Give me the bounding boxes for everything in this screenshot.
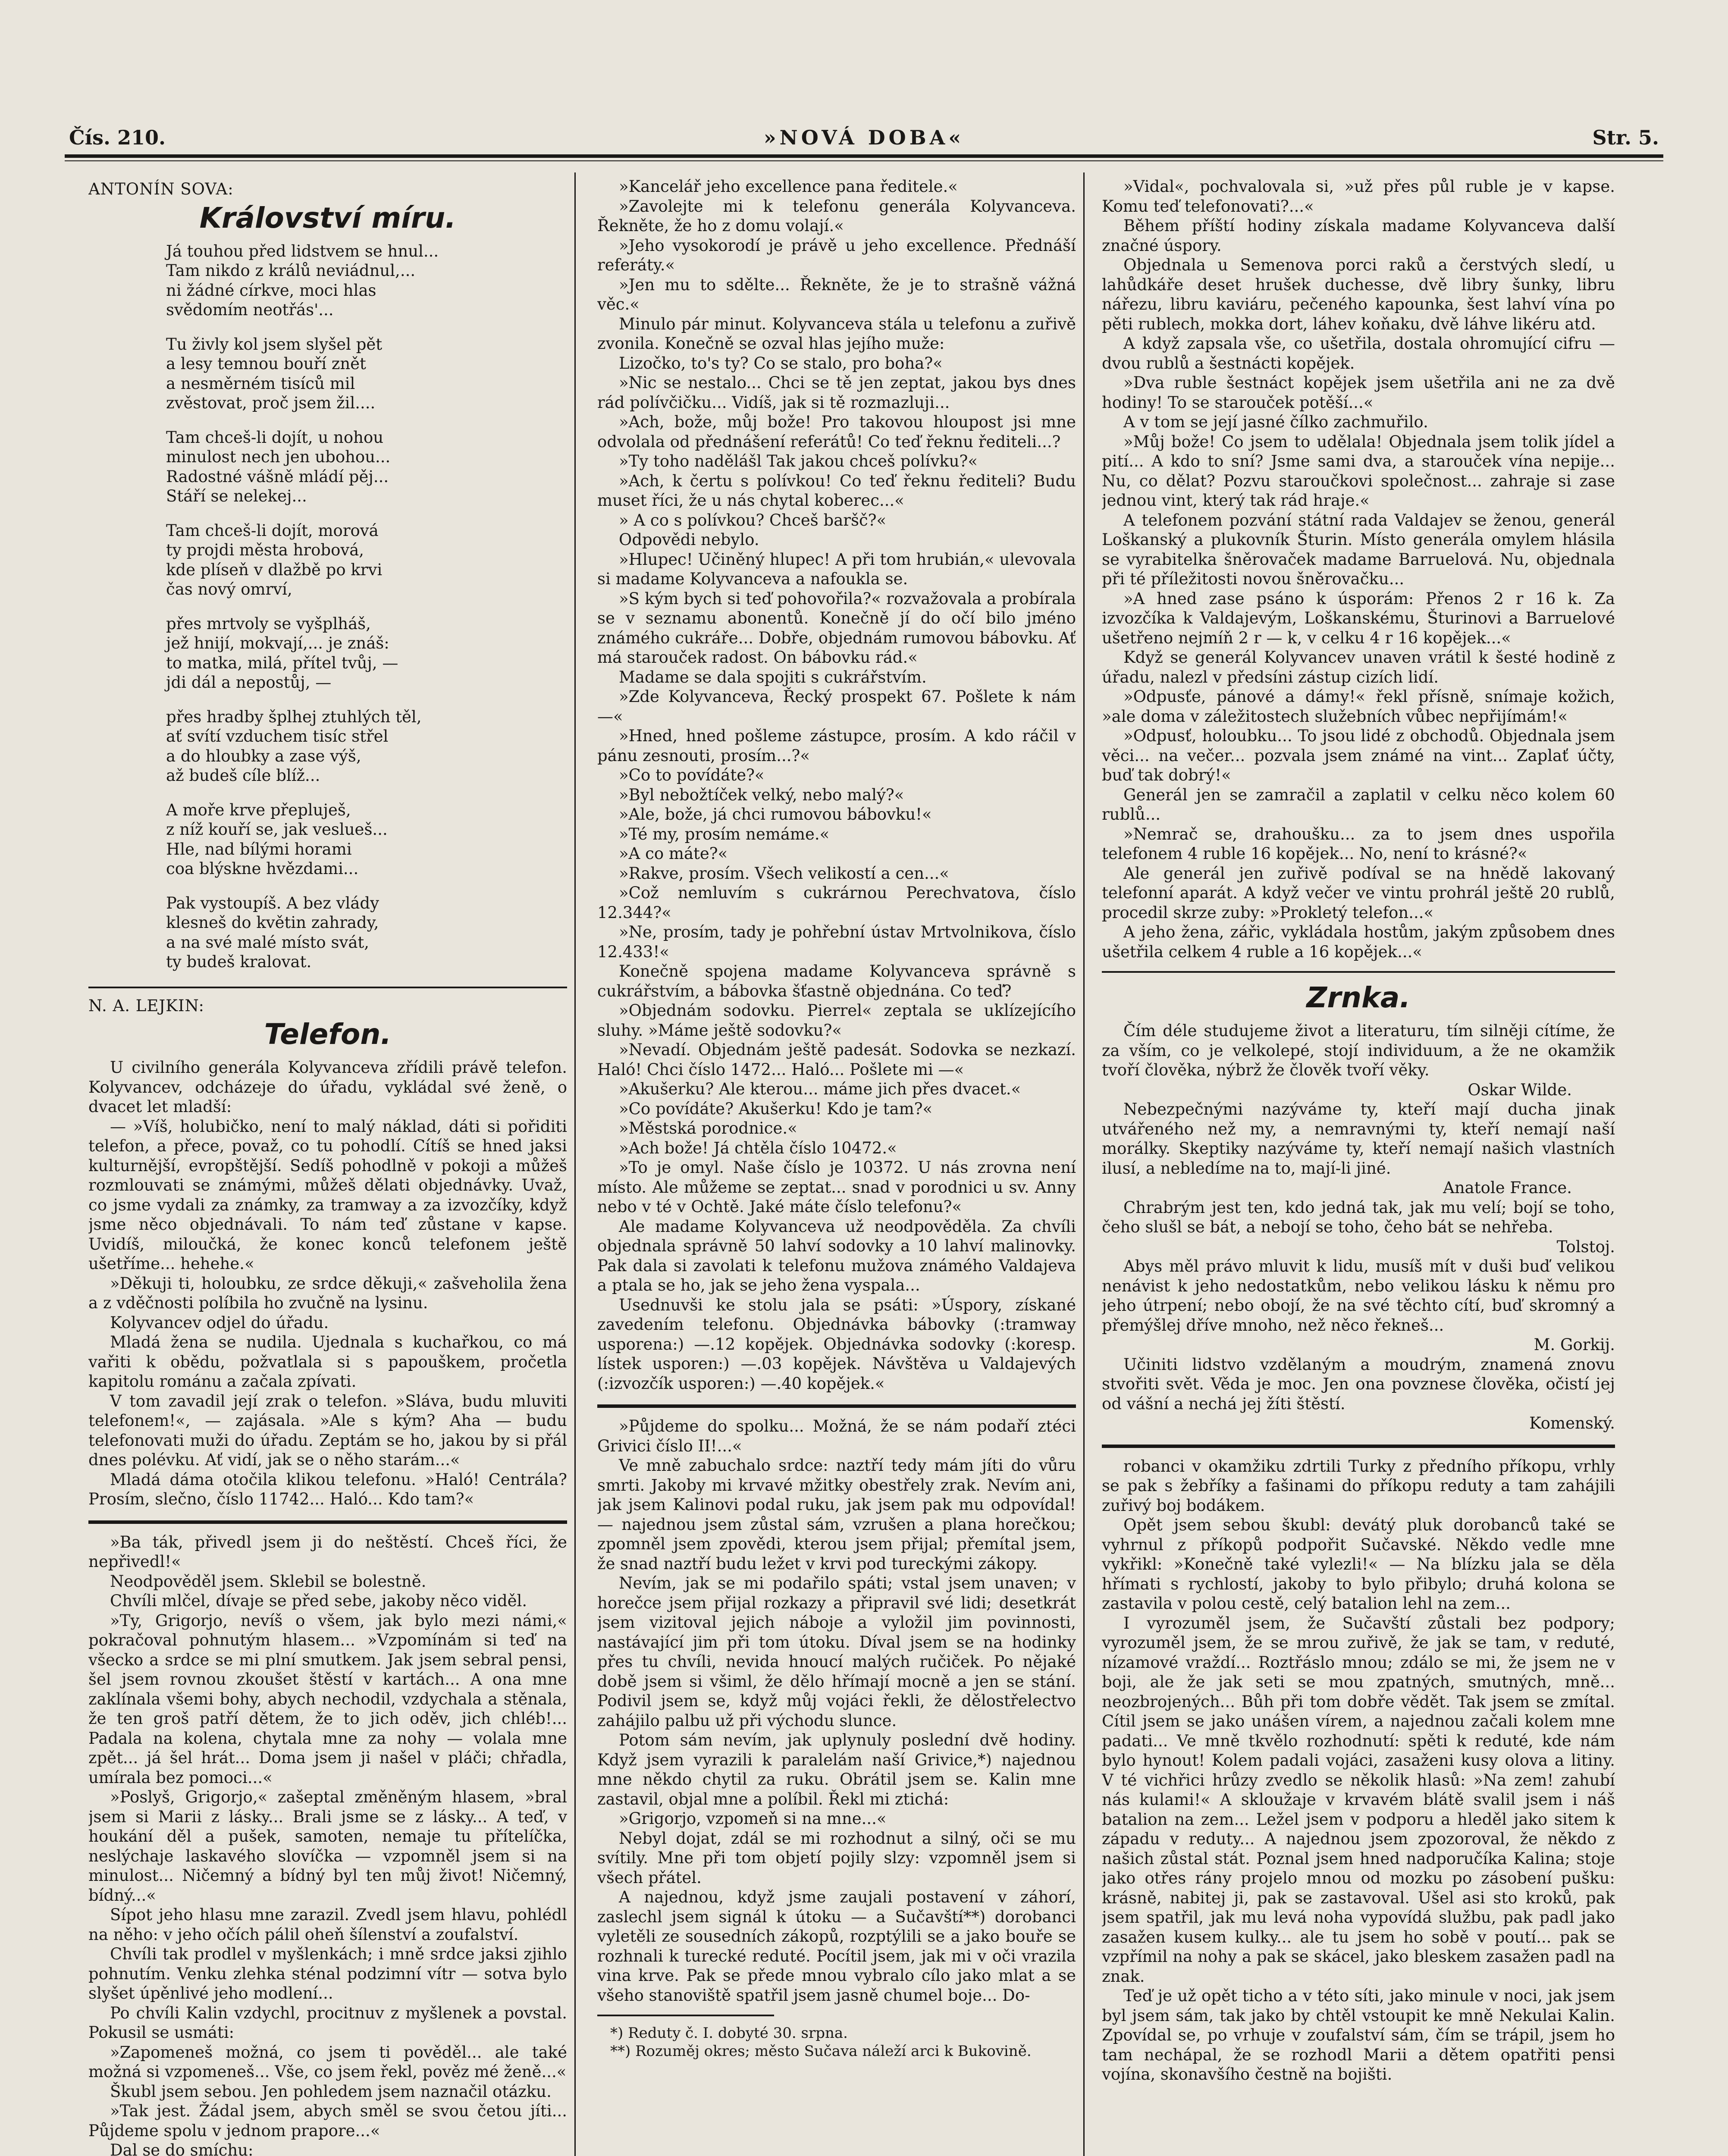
- paragraph: »Co to povídáte?«: [619, 766, 765, 784]
- footnote-rule: [597, 2015, 774, 2016]
- paragraph: Chvíli tak prodlel v myšlenkách; i mně srdce jaksi zjihlo pohnutím. Venku zlehka sténal podzimní vítr — sotva bylo slyšet úpěnlivé jeho modlení...: [88, 1945, 567, 2002]
- section-rule: [1102, 1445, 1615, 1448]
- poem-line: ať svítí vzduchem tisíc střel: [166, 727, 389, 746]
- paragraph: »Dva ruble šestnáct kopějek jsem ušetřila ani ne za dvě hodiny! To se starouček potěší...«: [1102, 373, 1615, 412]
- paragraph: »Ach bože! Já chtěla číslo 10472.«: [619, 1138, 897, 1157]
- poem-line: jdi dál a nepostůj, —: [166, 673, 332, 692]
- poem-line: přes mrtvoly se vyšplháš,: [166, 614, 371, 633]
- poem-line: ty budeš kralovat.: [166, 953, 312, 971]
- poem-line: A moře krve přepluješ,: [166, 800, 351, 819]
- paragraph: »Ach, bože, můj bože! Pro takovou hloupost jsi mne odvolala od přednášení referátů! Co teď řeknu řediteli...?: [597, 413, 1076, 451]
- quote-author: Tolstoj.: [1556, 1237, 1615, 1256]
- paragraph: Ale generál jen zuřivě podíval se na hnědě lakovaný telefonní aparát. A když večer ve vintu prohrál ještě 20 rublů, procedil skrze zuby: »Prokletý telefon...«: [1102, 864, 1615, 922]
- masthead: »NOVÁ DOBA«: [763, 126, 965, 149]
- poem-body: [166, 241, 567, 972]
- paragraph: Ve mně zabuchalo srdce: naztří tedy mám jíti do vůru smrti. Jakoby mi krvavé mžitky obestřely zrak. Nevím ani, jak jsem Kalinovi podal ruku, jak jsem pak mu odpovídal! — najednou jsem zůstal sám, vzrušen a plana horečkou; zpomněl jsem zpovědi, kterou jsem přijal; přemítal jsem, že snad naztří budu ležet v krvi pod tureckými zákopy.: [597, 1456, 1076, 1573]
- paragraph: »Grigorjo, vzpomeň si na mne...«: [619, 1809, 887, 1828]
- column-divider: [574, 172, 576, 2156]
- paragraph: »Můj bože! Co jsem to udělala! Objednala jsem tolik jídel a pití... A kdo to sní? Jsme sami dva, a starouček vína nepije... Nu, co dělat? Pozvu staroučkovi společnost... zahraje si zase jednou vint, který tak rád hraje.«: [1102, 432, 1615, 510]
- telefon-article: [88, 996, 567, 1509]
- paragraph: A telefonem pozvání státní rada Valdajev se ženou, generál Loškanský a plukovník Šturin. Místo generála omylem hlásila se vyrabitelka šněrovaček madame Barruelová. Nu, objednala při té příležitosti novou šněrovačku...: [1102, 511, 1615, 588]
- column-1: [88, 177, 567, 2156]
- poem-line: až budeš cíle blíž...: [166, 766, 320, 785]
- paragraph: »To je omyl. Naše číslo je 10372. U nás zrovna není místo. Ale můžeme se zeptat... snad v porodnici u sv. Anny nebo v té v Ochtě. Jaké máte číslo telefonu?«: [597, 1158, 1076, 1216]
- paragraph: Dal se do smíchu:: [110, 2141, 254, 2156]
- poem-line: přes hradby šplhej ztuhlých těl,: [166, 707, 422, 726]
- header-rule-thin: [65, 160, 1663, 161]
- paragraph: Konečně spojena madame Kolyvanceva správně s cukrářstvím, a bábovka šťastně objednána. Co teď?: [597, 962, 1076, 1000]
- quote-text: Nebezpečnými nazýváme ty, kteří mají ducha jinak utvářeného než my, a nemravnými ty, kteří nemají naší morálky. Skeptiky nazýváme ty, kteří nemají našich vlastních ilusí, a nebledíme na to, mají-li jiné.: [1102, 1100, 1615, 1178]
- paragraph: V tom zavadil její zrak o telefon. »Sláva, budu mluviti telefonem!«, — zajásala. »Ale s kým? Aha — budu telefonovati muži do úřadu. Zeptám se ho, jakou by si přál dnes polévku. Ať vidí, jak se o něho starám...«: [88, 1391, 567, 1469]
- poem-line: jež hnijí, mokvají,... je znáš:: [166, 634, 389, 652]
- poem-line: Tam chceš-li dojít, u nohou: [166, 428, 384, 447]
- paragraph: »Vidal«, pochvalovala si, »už přes půl ruble je v kapse. Komu teď telefonovati?...«: [1102, 177, 1615, 216]
- paragraph: Usednuvši ke stolu jala se psáti: »Úspory, získané zavedením telefonu. Objednávka bábovky (:tramway usporena:) —.12 kopějek. Objednávka sodovky (:koresp. lístek usporen:) —.03 kopějek. Návštěva u Valdajevých (:izvozčík usporen:) —.40 kopějek.«: [597, 1295, 1076, 1393]
- quote-text: Abys měl právo mluvit k lidu, musíš mít v duši buď velikou nenávist k jeho nedostatkům, nebo velikou lásku k němu pro jeho útrpení; nebo obojí, že na své těchto cítí, buď skromný a přemýšlej dříve mnoho, než něco řekneš...: [1102, 1257, 1615, 1335]
- paragraph: »Ne, prosím, tady je pohřební ústav Mrtvolnikova, číslo 12.433!«: [597, 923, 1076, 961]
- telefon-article-end: [1102, 177, 1615, 962]
- quote-author: Komenský.: [1529, 1414, 1615, 1432]
- paragraph: Kolyvancev odjel do úřadu.: [110, 1313, 329, 1332]
- poem-line: Já touhou před lidstvem se hnul...: [166, 241, 439, 260]
- paragraph: »Byl nebožtíček velký, nebo malý?«: [619, 785, 904, 804]
- paragraph: — »Víš, holubičko, není to malý náklad, dáti si pořiditi telefon, a přece, považ, co tu pohodlí. Cítíš se hned jaksi kulturnější, evropštější. Sedíš pohodlně v pokoji a můžeš rozmlouvati se známými, můžeš dělati objednávky. Uvaž, co jsme vydali za známky, za tramway a za izvozčíky, když jsme něco objednávali. To nám teď zůstane v kapse. Uvidíš, miloučká, že konec konců telefonem ještě ušetříme... hehehe.«: [88, 1117, 567, 1273]
- paragraph: U civilního generála Kolyvanceva zřídili právě telefon. Kolyvancev, odcházeje do úřadu, vykládal své ženě, o dvacet let mladší:: [88, 1058, 567, 1116]
- paragraph: Minulo pár minut. Kolyvanceva stála u telefonu a zuřivě zvonila. Konečně se ozval hlas jejího muže:: [597, 314, 1076, 353]
- paragraph: »S kým bych si teď pohovořila?« rozvažovala a probírala se v seznamu abonentů. Konečně jí do očí bilo jméno známého cukráře... Dobře, objednám rumovou bábovku. Ať má starouček radost. On bábovku rád.«: [597, 589, 1076, 667]
- paragraph: »A co máte?«: [619, 844, 728, 863]
- poem-line: Tam chceš-li dojít, morová: [166, 521, 379, 540]
- paragraph: A v tom se její jasné čílko zachmuřilo.: [1123, 413, 1428, 431]
- paragraph: Opět jsem sebou škubl: devátý pluk dorobanců také se vyhrnul z příkopů podpořit Sučavské. Někdo vedle mne vykřikl: »Konečně také vylezli!« — Na blízku jala se děla hřímati s rychlostí, jakoby to bylo přibylo; druhá kolona se zastavila v polou cestě, celý batalion lehl na zem...: [1102, 1516, 1615, 1613]
- paragraph: Sípot jeho hlasu mne zarazil. Zvedl jsem hlavu, pohlédl na něho: v jeho očích pálil oheň šílenství a zoufalství.: [88, 1905, 567, 1944]
- header-rule: [65, 154, 1663, 158]
- section-rule: [88, 987, 567, 988]
- poem-line: zvěstovat, proč jsem žil....: [166, 394, 376, 412]
- paragraph: Odpovědi nebylo.: [619, 530, 759, 549]
- paragraph: »Tak jest. Žádal jsem, abych směl se svou četou jíti... Půjdeme spolu v jednom prapore...«: [88, 2102, 567, 2140]
- paragraph: »Zapomeneš možná, co jsem ti pověděl... ale také možná si vzpomeneš... Vše, co jsem řekl, pověz mé ženě...«: [88, 2043, 567, 2081]
- poem-article: [88, 179, 567, 972]
- poem-stanza: [166, 800, 567, 879]
- paragraph: »Ty, Grigorjo, nevíš o všem, jak bylo mezi námi,« pokračoval pohnutým hlasem... »Vzpomínám si teď na všecko a srdce se mi plní smutkem. Jak jsem sebral pensi, šel jsem rovnou zkoušet štěstí v kartách... A ona mne zaklínala všemi bohy, abych nechodil, vzdychala a stěnala, že ten groš patří dětem, že to jich oděv, jich chléb!... Padala na kolena, chytala mne za nohy — volala mne zpět... já šel hrát... Doma jsem ji našel v pláči; chřadla, umírala bez pomoci...«: [88, 1611, 567, 1787]
- paragraph: »Půjdeme do spolku... Možná, že se nám podaří ztéci Grivici číslo II!...«: [597, 1417, 1076, 1455]
- story-title: Telefon.: [264, 1018, 392, 1051]
- paragraph: A najednou, když jsme zaujali postavení v záhorí, zaslechl jsem signál k útoku — a Sučavští**) dorobanci vyletěli ze sousedních zákopů, rozptýlili se a jako bouře se rozhnali k turecké reduté. Pocítil jsem, jak mi v oči vrazila vina krve. Pak se přede mnou vybralo cílo jako mlat a se všeho stanoviště spatřil jsem jasně chumel boje... Do-: [597, 1888, 1076, 2005]
- section-rule: [597, 1404, 1076, 1408]
- paragraph: Ale madame Kolyvanceva už neodpověděla. Za chvíli objednala správně 50 lahví sodovky a 10 lahví malinovky. Pak dala si zavolati k telefonu mužova známého Valdajeva a ptala se ho, jak se jeho žena vyspala...: [597, 1217, 1076, 1294]
- paragraph: Objednala u Semenova porci raků a čerstvých sledí, u lahůdkáře deset hrušek duchesse, dvě libry šunky, libru nářezu, libru kaviáru, pečeného kapounka, šest lahví vína po pěti rublech, mokka dort, láhev koňaku, dvě láhve likéru atd.: [1102, 256, 1615, 333]
- paragraph: »Poslyš, Grigorjo,« zašeptal změněným hlasem, »bral jsem si Marii z lásky... Brali jsme se z lásky... A teď, v houkání děl a pušek, samoten, nemaje tu přítelíčka, neslýchaje laskavého slovíčka — vzpomněl jsem si na minulost... Ničemný a bídný byl ten můj život! Ničemný, bídný...«: [88, 1788, 567, 1905]
- poem-line: Tu živly kol jsem slyšel pět: [166, 335, 383, 354]
- paragraph: Po chvíli Kalin vzdychl, procitnuv z myšlenek a povstal. Pokusil se usmáti:: [88, 2003, 567, 2042]
- paragraph: Nebyl dojat, zdál se mi rozhodnut a silný, oči se mu svítily. Mne při tom objetí pojily slzy: vzpomněl jsem si všech přátel.: [597, 1829, 1076, 1887]
- quote-text: Čím déle studujeme život a literaturu, tím silněji cítíme, že za vším, co je velkolepé, stojí individuum, a že ne okamžik tvoří člověka, nýbrž že člověk tvoří věky.: [1102, 1022, 1615, 1079]
- poem-stanza: [166, 521, 567, 599]
- poem-author: ANTONÍN SOVA:: [88, 180, 234, 198]
- poem-stanza: [166, 335, 567, 413]
- paragraph: Když se generál Kolyvancev unaven vrátil k šesté hodině z úřadu, nalezl v předsíni zástup cizích lidí.: [1102, 648, 1615, 686]
- poem-line: Hle, nad bílými horami: [166, 840, 352, 859]
- poem-line: a na své malé místo svát,: [166, 933, 370, 952]
- poem-stanza: [166, 614, 567, 693]
- section-rule: [1102, 971, 1615, 973]
- paragraph: »Odpusť, holoubku... To jsou lidé z obchodů. Objednala jsem věci... na večer... pozvala jsem známé na vint... Zaplať účty, buď tak dobrý!«: [1102, 727, 1615, 784]
- paragraph: Škubl jsem sebou. Jen pohledem jsem naznačil otázku.: [110, 2082, 552, 2101]
- paragraph: »Rakve, prosím. Všech velikostí a cen...«: [619, 864, 949, 883]
- paragraph: »Nic se nestalo... Chci se tě jen zeptat, jakou bys dnes rád polívčičku... Vidíš, jak si tě rozmazluji...: [597, 373, 1076, 412]
- column-2: [597, 177, 1076, 2156]
- paragraph: »Co povídáte? Akušerku! Kdo je tam?«: [619, 1099, 933, 1118]
- paragraph: »Kancelář jeho excellence pana ředitele.«: [619, 177, 958, 196]
- paragraph: »Což nemluvím s cukrárnou Perechvatova, číslo 12.344?«: [597, 884, 1076, 922]
- paragraph: »Ty toho nadělášl Tak jakou chceš polívku?«: [619, 452, 978, 470]
- paragraph: » A co s polívkou? Chceš baršč?«: [619, 511, 887, 530]
- footnote: *) Reduty č. I. dobyté 30. srpna.: [610, 2024, 848, 2042]
- poem-line: a do hloubky a zase výš,: [166, 746, 361, 765]
- paragraph: A jeho žena, zářic, vykládala hostům, jakým způsobem dnes ušetřila celkem 4 ruble a 16 kopějek...«: [1102, 923, 1615, 961]
- poem-title: Království míru.: [199, 201, 456, 235]
- zrnka-section: [1102, 981, 1615, 1433]
- telefon-article-continued: [597, 177, 1076, 1393]
- paragraph: »Ale, bože, já chci rumovou bábovku!«: [619, 805, 932, 824]
- paragraph: Během příští hodiny získala madame Kolyvanceva další značné úspory.: [1102, 216, 1615, 255]
- poem-stanza: [166, 241, 567, 320]
- paragraph: Chvíli mlčel, dívaje se před sebe, jakoby něco viděl.: [110, 1592, 527, 1610]
- paragraph: »Hlupec! Učiněný hlupec! A při tom hrubián,« ulevovala si madame Kolyvanceva a nafoukla se.: [597, 550, 1076, 588]
- paragraph: »Jeho vysokorodí je právě u jeho excellence. Přednáší referáty.«: [597, 236, 1076, 274]
- paragraph: »Městská porodnice.«: [619, 1119, 797, 1138]
- paragraph: Mladá žena se nudila. Ujednala s kuchařkou, co má vařiti k obědu, požvatlala si s papouškem, pročetla kapitolu románu a začala zpívati.: [88, 1333, 567, 1391]
- poem-line: a nesměrném tisíců mil: [166, 374, 355, 393]
- quote-author: Anatole France.: [1443, 1178, 1572, 1197]
- poem-line: čas nový omrví,: [166, 580, 292, 599]
- quote-author: M. Gorkij.: [1534, 1335, 1615, 1354]
- poem-stanza: [166, 893, 567, 972]
- story-author: N. A. LEJKIN:: [88, 996, 204, 1015]
- paragraph: »Objednám sodovku. Pierrel« zeptala se uklízejícího sluhy. »Máme ještě sodovku?«: [597, 1001, 1076, 1040]
- paragraph: »Jen mu to sdělte... Řekněte, že je to strašně vážná věc.«: [597, 275, 1076, 313]
- zrnka-title: Zrnka.: [1306, 981, 1411, 1014]
- paragraph: »Akušerku? Ale kterou... máme jich přes dvacet.«: [619, 1080, 1021, 1098]
- poem-line: z níž kouří se, jak veslueš...: [166, 820, 388, 839]
- column-3: [1102, 177, 1615, 2156]
- issue-number: Čís. 210.: [69, 126, 166, 149]
- poem-line: Radostné vášně mládí pěj...: [166, 467, 389, 486]
- paragraph: A když zapsala vše, co ušetřila, dostala ohromující cifru — dvou rublů a šestnácti kopějek.: [1102, 334, 1615, 373]
- paragraph: Neodpověděl jsem. Sklebil se bolestně.: [110, 1572, 427, 1591]
- column-divider: [1083, 172, 1085, 2156]
- war-story-continued: [88, 1532, 567, 2156]
- poem-line: ni žádné církve, moci hlas: [166, 281, 376, 300]
- poem-stanza: [166, 428, 567, 506]
- footnote: **) Rozuměj okres; město Sučava náleží arci k Bukovině.: [610, 2043, 1032, 2060]
- poem-line: kde plíseň v dlažbě po krvi: [166, 560, 383, 579]
- poem-line: coa blýskne hvězdami...: [166, 859, 359, 878]
- paragraph: I vyrozuměl jsem, že Sučavští zůstali bez podpory; vyrozuměl jsem, že se mrou zuřivě, že jak se tam, v reduté, nízamové vraždí... Roztřáslo mnou; zdálo se mi, že jsem ne v boji, ale že jak seti se mou zpatných, smutných, mně... neozbrojených... Bůh při tom dobře vědět. Tak jsem se zmítal. Cítil jsem se jako unášen vírem, a najednou začali kolem mne padati... Ve mně tkvělo rozhodnutí: spěti k reduté, kde nám bylo hynout! Kolem padali vojáci, zasaženi kusy olova a litiny. V té vichřici hrůzy zvedlo se několik hlasů: »Na zem! zahubí nás kulami!« A skloužaje v krvavém blátě svalil jsem i náš batalion na zem... Ležel jsem v podporu a hleděl jako sitem k západu v reduty... A najednou jsem zpozoroval, že někdo z našich zůstal stát. Poznal jsem hned nadporučíka Kalina; stoje jako otřes rány projelo mnou od mozku po zásobení pušku: krásně, nabitej ji, pak se zastavoval. Ušel asi sto kroků, pak jsem spatřil, jak mu levá noha vypovídá službu, pak padl jako zasažen kusem kulky... ale tu jsem ho sobě v poutí... pak se vzpřímil na nohy a pak se skácel, jako bleskem zasažen padl na znak.: [1102, 1614, 1615, 1986]
- war-story-continued: [597, 1416, 1076, 2060]
- paragraph: »A hned zase psáno k úsporám: Přenos 2 r 16 k. Za izvozčíka k Valdajevým, Loškanskému, Šturinovi a Barruelové ušetřeno nejmíň 2 r — k, v celku 4 r 16 kopějek...«: [1102, 589, 1615, 647]
- quote-text: Učiniti lidstvo vzdělaným a moudrým, znamená znovu stvořiti svět. Věda je moc. Jen ona povznese člověka, očistí jej od vášní a nechá jej žíti štěstí.: [1102, 1355, 1615, 1413]
- poem-line: to matka, milá, přítel tvůj, —: [166, 653, 398, 672]
- poem-stanza: [166, 707, 567, 786]
- paragraph: »Nemrač se, drahoušku... za to jsem dnes uspořila telefonem 4 ruble 16 kopějek... No, není to krásné?«: [1102, 824, 1615, 863]
- paragraph: Lizočko, to's ty? Co se stalo, pro boha?«: [619, 354, 943, 373]
- paragraph: »Děkuji ti, holoubku, ze srdce děkuji,« zašveholila žena a z vděčnosti políbila ho zvučně na lysinu.: [88, 1274, 567, 1312]
- paragraph: »Ba ták, přivedl jsem ji do neštěstí. Chceš říci, že nepřivedl!«: [88, 1532, 567, 1571]
- poem-line: ty projdi města hrobová,: [166, 541, 364, 559]
- paragraph: »Nevadí. Objednám ještě padesát. Sodovka se nezkazí. Haló! Chci číslo 1472... Haló... Pošlete mi —«: [597, 1040, 1076, 1079]
- paragraph: Generál jen se zamračil a zaplatil v celku něco kolem 60 rublů...: [1102, 785, 1615, 824]
- poem-line: minulost nech jen ubohou...: [166, 448, 391, 466]
- quote-text: Chrabrým jest ten, kdo jedná tak, jak mu velí; bojí se toho, čeho slušl se bát, a nebojí se toho, čeho bát se nehřeba.: [1102, 1198, 1615, 1236]
- poem-line: Pak vystoupíš. A bez vlády: [166, 893, 379, 912]
- paragraph: »Ach, k čertu s polívkou! Co teď řeknu řediteli? Budu muset říci, že u nás chytal koberec...«: [597, 471, 1076, 510]
- war-story-end: [1102, 1457, 1615, 2084]
- page-number: Str. 5.: [1592, 126, 1659, 149]
- paragraph: »Té my, prosím nemáme.«: [619, 824, 830, 843]
- paragraph: Potom sám nevím, jak uplynuly poslední dvě hodiny. Když jsem vyrazili k paralelám naší Grivice,*) najednou mne někdo chytil za ruku. Obrátil jsem se. Kalin mne zastavil, objal mne a políbil. Řekl mi ztichá:: [597, 1731, 1076, 1808]
- poem-line: a lesy temnou bouří znět: [166, 354, 366, 373]
- footnotes: [597, 2024, 1076, 2060]
- paragraph: Mladá dáma otočila klikou telefonu. »Haló! Centrála? Prosím, slečno, číslo 11742... Haló... Kdo tam?«: [88, 1470, 567, 1508]
- poem-line: Tam nikdo z králů neviádnul,...: [166, 261, 416, 280]
- paragraph: »Zde Kolyvanceva, Řecký prospekt 67. Pošlete k nám —«: [597, 687, 1076, 726]
- poem-line: Stáří se nelekej...: [166, 487, 307, 505]
- paragraph: robanci v okamžiku zdrtili Turky z předního příkopu, vrhly se pak s žebříky a fašinami do příkopu reduty a tam zahájili zuřivý boj bodákem.: [1102, 1457, 1615, 1515]
- poem-line: klesneš do květin zahrady,: [166, 913, 379, 932]
- paragraph: »Odpusťe, pánové a dámy!« řekl přísně, snímaje kožich, »ale doma v záležitostech služebních vůbec nepřijímám!«: [1102, 687, 1615, 726]
- paragraph: »Zavolejte mi k telefonu generála Kolyvanceva. Řekněte, že ho z domu volají.«: [597, 197, 1076, 235]
- quote-author: Oskar Wilde.: [1468, 1080, 1572, 1099]
- paragraph: Teď je už opět ticho a v této síti, jako minule v noci, jak jsem byl jsem sám, tak jako by chtěl vstoupit ke mně Nekulai Kalin. Zpovídal se, po vrhuje v zoufalství sám, čím se trápil, jsem ho tam nechápal, že se rozhodl Marii a dětem opatřiti pensi vojína, skonavšího čestně na bojišti.: [1102, 1987, 1615, 2084]
- paragraph: Madame se dala spojiti s cukrářstvím.: [619, 667, 927, 686]
- paragraph: »Hned, hned pošleme zástupce, prosím. A kdo ráčil v pánu zesnouti, prosím...?«: [597, 727, 1076, 765]
- section-rule: [88, 1520, 567, 1524]
- paragraph: Nevím, jak se mi podařilo spáti; vstal jsem unaven; v horečce jsem přijal rozkazy a připravil své lidi; desetkrát jsem vizitoval jejich náboje a vyložil jim povinnosti, nastávající jim při tom útoku. Díval jsem se na hodinky přes tu chvíli, nevida hnoucí malých ručiček. Po nějaké době jsem si všiml, že dělo hřímají mocně a jen se stání. Podivil jsem se, když můj vojáci řekli, že dělostřelectvo zahájilo palbu už při východu slunce.: [597, 1574, 1076, 1730]
- poem-line: svědomím neotřás'...: [166, 301, 334, 319]
